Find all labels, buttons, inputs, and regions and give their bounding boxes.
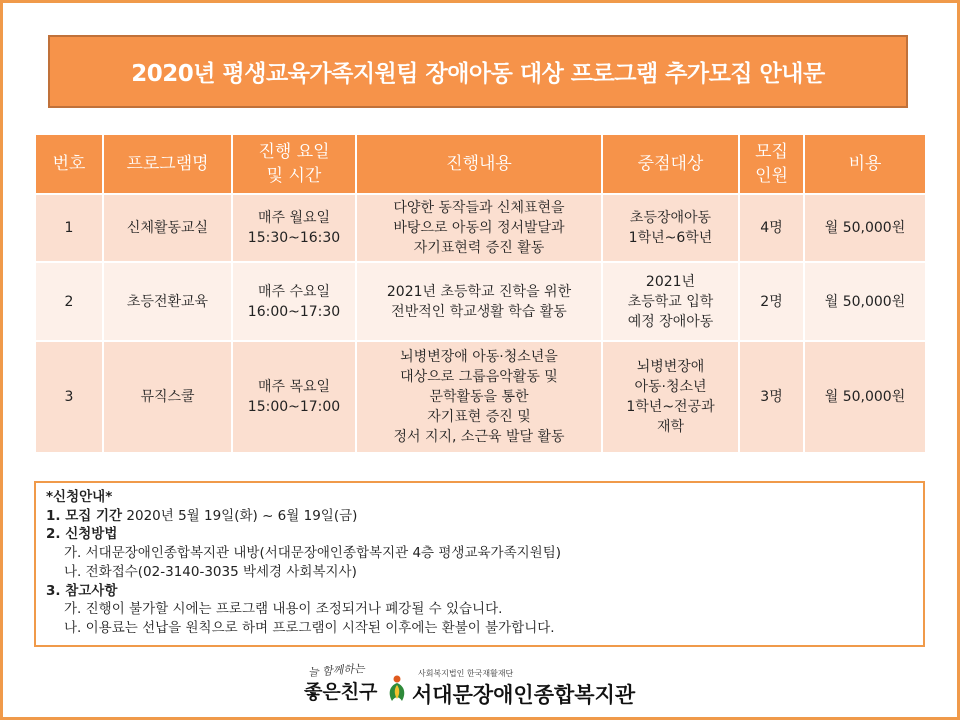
method-label: 2. 신청방법 [46, 526, 118, 543]
row-target: 뇌병변장애 아동·청소년 1학년~전공과 재학 [602, 341, 739, 453]
row-program-name: 신체활동교실 [103, 194, 232, 262]
notice-heading: *신청안내* [46, 489, 113, 505]
row-capacity: 2명 [739, 262, 804, 341]
application-notice [34, 481, 925, 647]
header-content: 진행내용 [356, 134, 602, 194]
org-subtitle: 사회복지법인 한국재활재단 [418, 669, 514, 678]
row-target: 2021년 초등학교 입학 예정 장애아동 [602, 262, 739, 341]
row-cost: 월 50,000원 [804, 262, 926, 341]
row-target: 초등장애아동 1학년~6학년 [602, 194, 739, 262]
row-number: 2 [35, 262, 103, 341]
footer-logo [300, 660, 720, 718]
table-row [35, 341, 926, 453]
row-number: 1 [35, 194, 103, 262]
method-visit: 가. 서대문장애인종합복지관 내방(서대문장애인종합복지관 4층 평생교육가족지원팀) [64, 545, 562, 562]
reference-label: 3. 참고사항 [46, 582, 118, 599]
slogan-bottom: 좋은친구 [304, 681, 378, 703]
table-row [35, 194, 926, 262]
row-schedule: 매주 수요일 16:00~17:30 [232, 262, 356, 341]
table-header-row [35, 134, 926, 194]
row-capacity: 3명 [739, 341, 804, 453]
row-schedule: 매주 목요일 15:00~17:00 [232, 341, 356, 453]
period-label: 1. 모집 기간 [46, 507, 123, 524]
org-name: 서대문장애인종합복지관 [412, 683, 636, 707]
row-program-name: 뮤직스쿨 [103, 341, 232, 453]
title-banner [48, 35, 908, 108]
row-program-name: 초등전환교육 [103, 262, 232, 341]
period-value: 2020년 5월 19일(화) ~ 6월 19일(금) [122, 507, 358, 524]
slogan-top: 늘 함께하는 [307, 662, 366, 679]
method-phone: 나. 전화접수(02-3140-3035 박세경 사회복지사) [64, 563, 357, 580]
row-number: 3 [35, 341, 103, 453]
header-schedule: 진행 요일 및 시간 [232, 134, 356, 194]
program-table [34, 133, 927, 454]
row-content: 뇌병변장애 아동·청소년을 대상으로 그룹음악활동 및 문학활동을 통한 자기표현 증진 및 정서 지지, 소근육 발달 활동 [356, 341, 602, 453]
header-number: 번호 [35, 134, 103, 194]
table-row [35, 262, 926, 341]
header-cost: 비용 [804, 134, 926, 194]
header-program-name: 프로그램명 [103, 134, 232, 194]
row-schedule: 매주 월요일 15:30~16:30 [232, 194, 356, 262]
reference-item-2: 나. 이용료는 선납을 원칙으로 하며 프로그램이 시작된 이후에는 환불이 불가합니다. [64, 619, 555, 636]
header-target: 중점대상 [602, 134, 739, 194]
row-content: 2021년 초등학교 진학을 위한 전반적인 학교생활 학습 활동 [356, 262, 602, 341]
row-cost: 월 50,000원 [804, 194, 926, 262]
row-content: 다양한 동작들과 신체표현을 바탕으로 아동의 정서발달과 자기표현력 증진 활동 [356, 194, 602, 262]
notice-period [46, 507, 913, 526]
reference-item-1: 가. 진행이 불가할 시에는 프로그램 내용이 조정되거나 폐강될 수 있습니다. [64, 601, 503, 618]
row-capacity: 4명 [739, 194, 804, 262]
page-title: 2020년 평생교육가족지원팀 장애아동 대상 프로그램 추가모집 안내문 [131, 61, 825, 87]
emblem-icon [386, 674, 408, 702]
header-capacity: 모집 인원 [739, 134, 804, 194]
row-cost: 월 50,000원 [804, 341, 926, 453]
